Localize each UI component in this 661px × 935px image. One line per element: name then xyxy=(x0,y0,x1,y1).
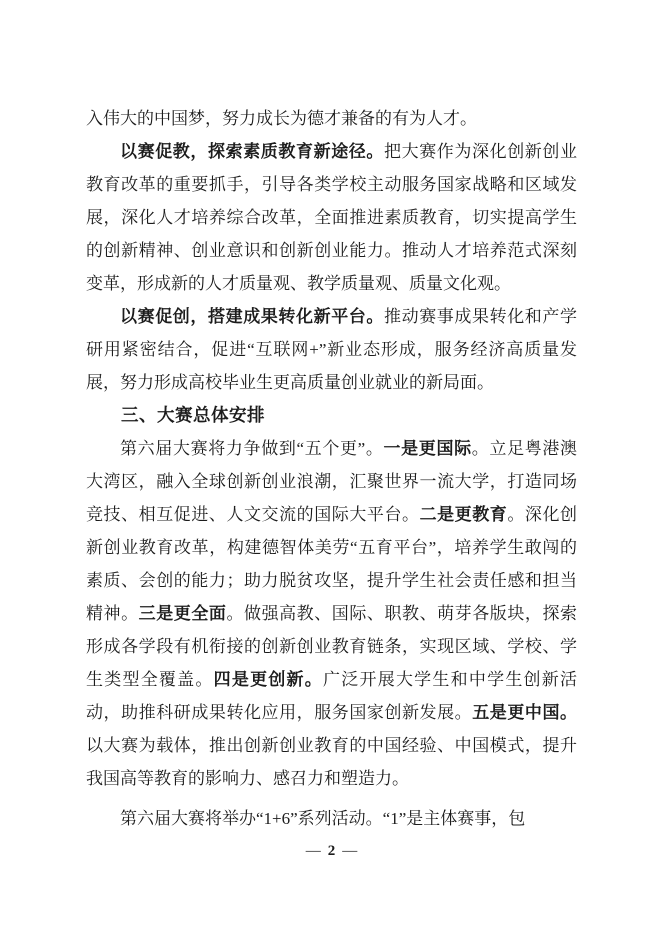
bold-text-run: 二是更教育 xyxy=(419,505,508,524)
paragraph xyxy=(86,432,577,795)
section-heading: 三、大赛总体安排 xyxy=(121,405,265,425)
text-run: 推动赛事成果转化和产学研用紧密结合，促进“互联网+”新业态形成，服务经济高质量发展，努力形成高校毕业生更高质量创业就业的新局面。 xyxy=(86,307,577,392)
bold-text-run: 四是更创新。 xyxy=(213,670,324,689)
paragraph xyxy=(86,135,577,300)
bold-text-run: 以赛促创，搭建成果转化新平台。 xyxy=(120,307,384,326)
bold-text-run: 五是更中国。 xyxy=(472,703,578,722)
text-run: 把大赛作为深化创新创业教育改革的重要抓手，引导各类学校主动服务国家战略和区域发展，深化人才培养综合改革，全面推进素质教育，切实提高学生的创新精神、创业意识和创新创业能力。推动人才培养范式深刻变革，形成新的人才质量观、教学质量观、质量文化观。 xyxy=(86,142,577,293)
paragraph xyxy=(86,802,577,835)
document-body xyxy=(86,102,577,868)
text-run: 第六届大赛将举办“1+6”系列活动。“1”是主体赛事，包 xyxy=(120,809,526,828)
text-run: 第六届大赛将力争做到“五个更”。 xyxy=(120,439,384,458)
page-number-value: 2 xyxy=(327,843,336,859)
text-run: 。立足粤港澳大湾区，融入全球创新创业浪潮，汇聚世界一流大学，打造同场竞技、相互促进、人文交流的国际大平台。 xyxy=(86,439,578,524)
text-run: 。深化创新创业教育改革，构建德智体美劳“五育平台”，培养学生敢闯的素质、会创的能力；助力脱贫攻坚，提升学生社会责任感和担当精神。 xyxy=(86,505,578,623)
page-number xyxy=(86,835,577,868)
bold-text-run: 一是更国际 xyxy=(383,439,472,458)
text-run: 以大赛为载体，推出创新创业教育的中国经验、中国模式，提升我国高等教育的影响力、感召力和塑造力。 xyxy=(86,736,577,788)
paragraph xyxy=(86,300,577,399)
bold-text-run: 以赛促教，探索素质教育新途径。 xyxy=(120,142,384,161)
paragraph xyxy=(86,102,577,135)
text-run: 。做强高教、国际、职教、萌芽各版块，探索形成各学段有机衔接的创新创业教育链条，实现区域、学校、学生类型全覆盖。 xyxy=(86,604,578,689)
page-number-dash: — xyxy=(305,843,321,859)
text-run: 入伟大的中国梦，努力成长为德才兼备的有为人才。 xyxy=(86,109,477,128)
text-run: 广泛开展大学生和中学生创新活动，助推科研成果转化应用，服务国家创新发展。 xyxy=(86,670,578,722)
bold-text-run: 三是更全面 xyxy=(138,604,227,623)
page-number-dash: — xyxy=(342,843,358,859)
